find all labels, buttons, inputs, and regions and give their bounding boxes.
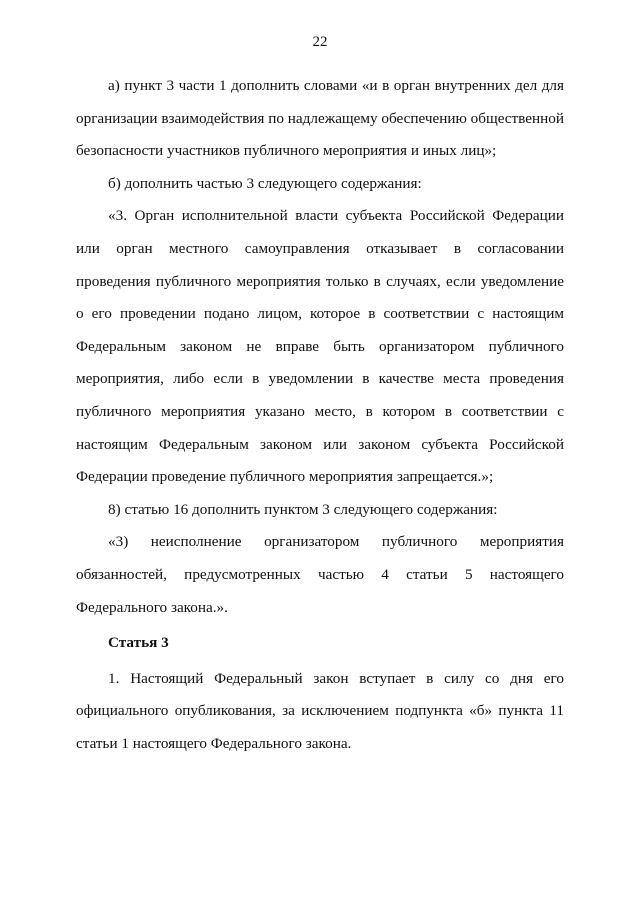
paragraph-amend-part-1: а) пункт 3 части 1 дополнить словами «и в орган внутренних дел для организации взаимодействия по надлежащему обеспечению общественной безопасности участников публичного мероприятия и иных лиц»; bbox=[76, 77, 564, 160]
page-number: 22 bbox=[312, 34, 328, 50]
paragraph-item-3-text: «3) неисполнение организатором публичного мероприятия обязанностей, предусмотренных частью 4 статьи 5 настоящего Федерального закона.». bbox=[76, 533, 564, 616]
paragraph-part-3-text: «3. Орган исполнительной власти субъекта Российской Федерации или орган местного самоуправления отказывает в согласовании проведения публичного мероприятия только в случаях, если уведомление о его проведении подано лицом, которое в соответствии с настоящим Федеральным законом не вправе быть организатором публичного мероприятия, либо если в уведомлении в качестве места проведения публичного мероприятия указано место, в котором в соответствии с настоящим Федеральным законом или законом субъекта Российской Федерации проведение публичного мероприятия запрещается.»; bbox=[76, 207, 564, 486]
paragraph-article-16: 8) статью 16 дополнить пунктом 3 следующего содержания: bbox=[108, 500, 498, 518]
paragraph-entry-into-force: 1. Настоящий Федеральный закон вступает в силу со дня его официального опубликования, за исключением подпункта «б» пункта 11 статьи 1 настоящего Федерального закона. bbox=[76, 669, 564, 752]
article-heading: Статья 3 bbox=[108, 634, 169, 652]
document-body bbox=[76, 70, 564, 760]
paragraph-add-part-3: б) дополнить частью 3 следующего содержания: bbox=[108, 174, 422, 192]
